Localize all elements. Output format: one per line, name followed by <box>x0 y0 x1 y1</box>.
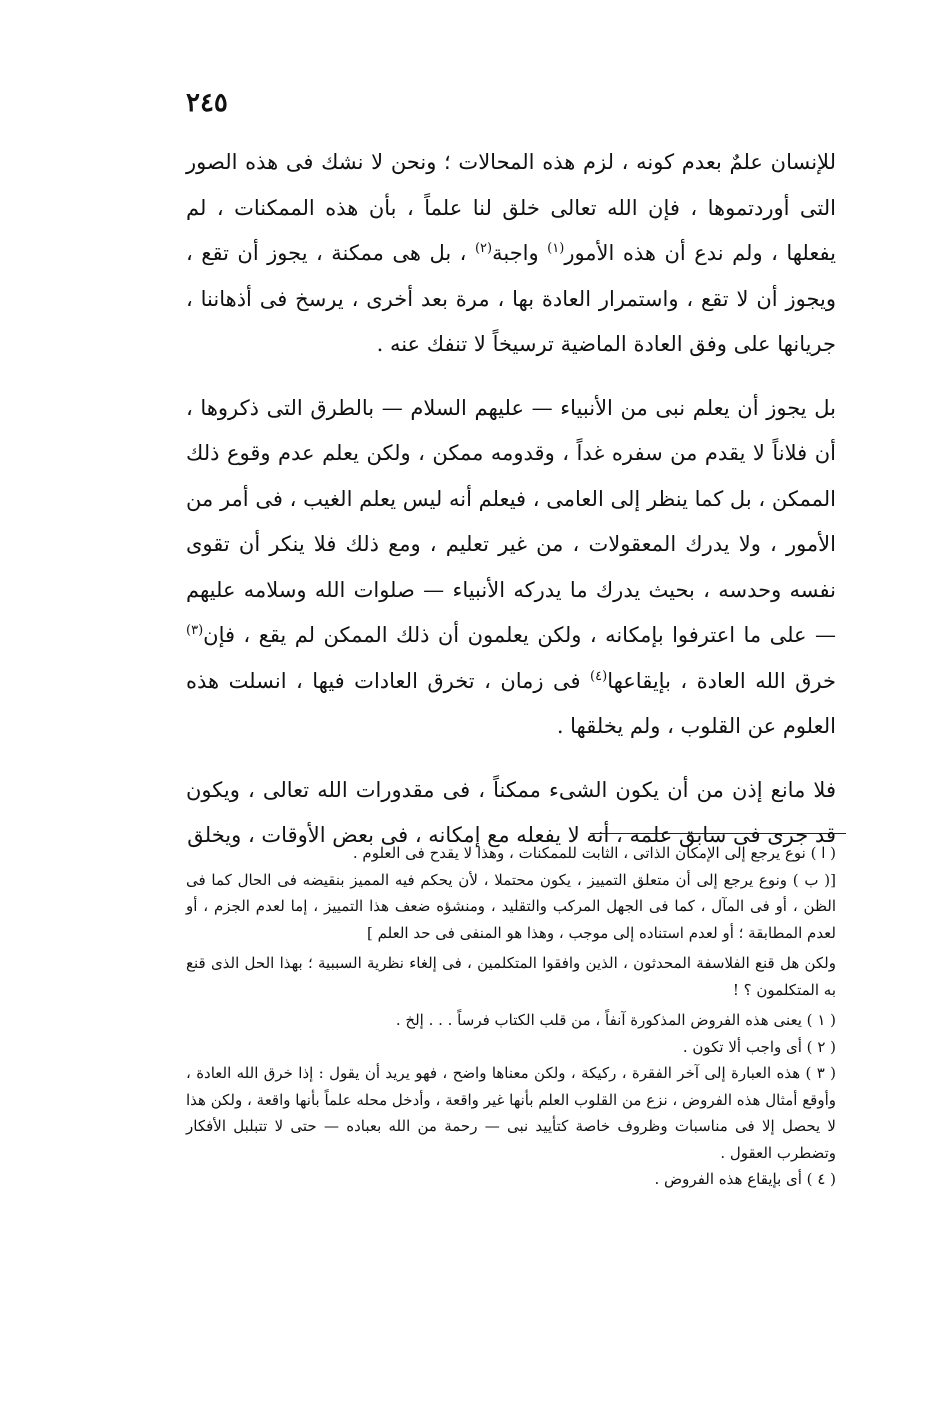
footnote-divider <box>590 833 846 834</box>
paragraph-2-part-c: فى زمان ، تخرق العادات فيها ، انسلت هذه العلوم عن القلوب ، ولم يخلقها . <box>186 668 836 738</box>
footnote-marker-2: (٢) <box>474 241 493 256</box>
paragraph-2-part-b: خرق الله العادة ، بإيقاعها <box>607 668 836 693</box>
footnote-b: [( ب ) ونوع يرجع إلى أن متعلق التمييز ، يكون محتملا ، لأن يحكم فيه المميز بنقيضه فى الحال كما فى الظن ، أو فى المآل ، كما فى الجهل المركب والتقليد ، ومنشؤه ضعف هذا التمييز ، إما لعدم الجزم ، أو لعدم المطابقة ؛ أو لعدم استناده إلى موجب ، وهذا هو المنفى فى حد العلم ] <box>186 870 836 942</box>
main-text <box>186 140 836 859</box>
paragraph-2 <box>186 386 836 750</box>
footnote-marker-3: (٣) <box>186 623 204 638</box>
footnote-marker-1: (١) <box>547 241 565 256</box>
footnote-a: ( ا ) نوع يرجع إلى الإمكان الذاتى ، الثابت للممكنات ، وهذا لا يقدح فى العلوم . <box>352 844 836 862</box>
footnote-3: ( ٣ ) هذه العبارة إلى آخر الفقرة ، ركيكة ، ولكن معناها واضح ، فهو يريد أن يقول : إذا خرق الله العادة ، وأوقع أمثال هذه الفروض ، نزع من القلوب العلم بأنها غير واقعة ، وأدخل محله علماً بأنها واقعة ، ولكن هذا لا يحصل إلا فى مناسبات وظروف خاصة كتأييد نبى — رحمة من الله بعباده — حتى لا تتبلبل الأفكار وتضطرب العقول . <box>186 1064 836 1162</box>
footnote-4: ( ٤ ) أى بإيقاع هذه الفروض . <box>654 1170 836 1188</box>
paragraph-2-part-a: بل يجوز أن يعلم نبى من الأنبياء — عليهم السلام — بالطرق التى ذكروها ، أن فلاناً لا يقدم من سفره غداً ، وقدومه ممكن ، ولكن يعلم عدم وقوع ذلك الممكن ، بل كما ينظر إلى العامى ، فيعلم أنه ليس يعلم الغيب ، فى أمر من الأمور ، ولا يدرك المعقولات ، من غير تعليم ، ومع ذلك فلا ينكر أن تقوى نفسه وحدسه ، بحيث يدرك ما يدركه الأنبياء — صلوات الله وسلامه عليهم — على ما اعترفوا بإمكانه ، ولكن يعلمون أن ذلك الممكن لم يقع ، فإن <box>186 395 836 647</box>
footnote-2: ( ٢ ) أى واجب ألا تكون . <box>682 1037 836 1056</box>
paragraph-1 <box>186 140 836 368</box>
paragraph-1-part-a: للإنسان علمٌ بعدم كونه ، لزم هذه المحالات ؛ ونحن لا نشك فى هذه الصور التى أوردتموها ، فإن الله تعالى خلق لنا علماً ، بأن هذه الممكنات ، لم يفعلها ، ولم ندع أن هذه الأمور <box>186 150 836 265</box>
footnote-1: ( ١ ) يعنى هذه الفروض المذكورة آنفاً ، من قلب الكتاب فرساً . . . إلخ . <box>395 1011 836 1029</box>
paragraph-1-part-b: واجبة <box>492 241 548 265</box>
page-number: ٢٤٥ <box>186 88 228 118</box>
paragraph-1-part-c: ، بل هى ممكنة ، يجوز أن تقع ، ويجوز أن لا تقع ، واستمرار العادة بها ، مرة بعد أخرى ، يرسخ فى أذهاننا ، جريانها على وفق العادة الماضية ترسيخاً لا تنفك عنه . <box>186 241 836 356</box>
footnote-question: ولكن هل قنع الفلاسفة المحدثون ، الذين وافقوا المتكلمين ، فى إلغاء نظرية السببية ؛ بهذا الحل الذى قنع به المتكلمون ؟ ! <box>186 954 836 999</box>
footnotes <box>186 840 836 1193</box>
footnote-marker-4: (٤) <box>590 668 608 684</box>
paragraph-3: فلا مانع إذن من أن يكون الشىء ممكناً ، فى مقدورات الله تعالى ، ويكون قد جرى فى سابق علمه ، أنه لا يفعله مع إمكانه ، فى بعض الأوقات ، ويخلق <box>186 777 836 847</box>
